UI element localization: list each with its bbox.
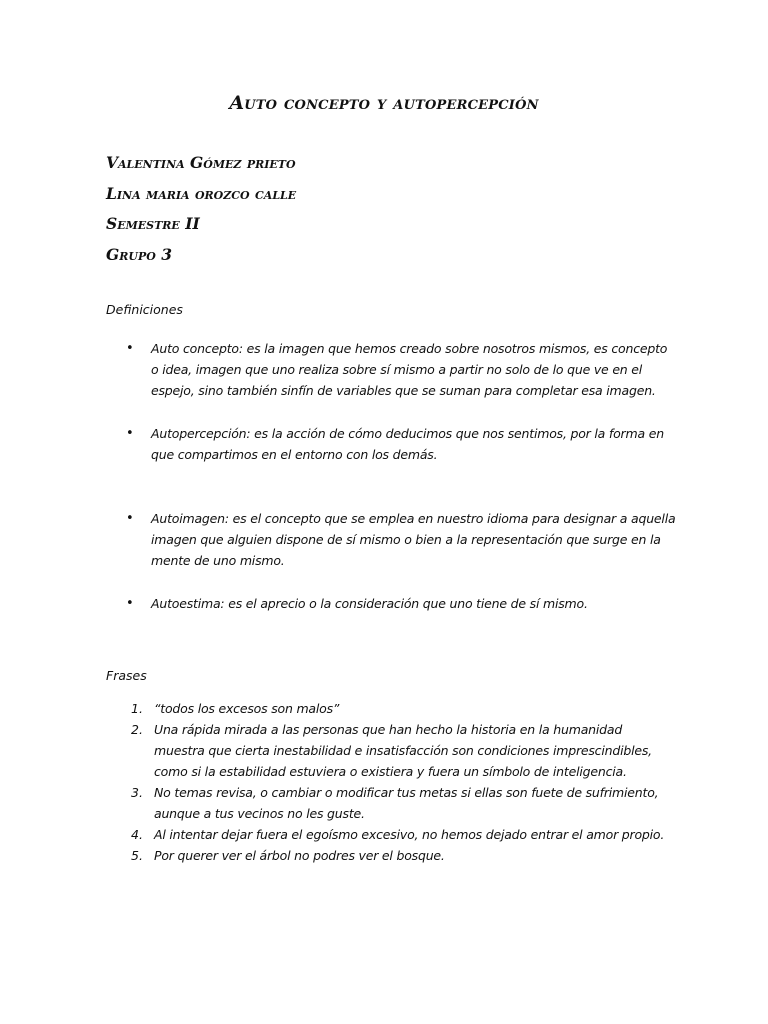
semester-label: Semestre II xyxy=(106,214,200,233)
group-label: Grupo 3 xyxy=(106,244,173,264)
phrase-number: 2. xyxy=(131,722,143,737)
definition-text: Autoimagen: es el concepto que se emplea en nuestro idioma para designar a aquella imagen que alguien dispone de sí mismo o bien a la representación que surge en la mente de uno mismo. xyxy=(151,511,676,568)
phrase-text: “todos los excesos son malos” xyxy=(154,701,340,716)
bullet-icon: • xyxy=(126,596,134,611)
phrase-number: 4. xyxy=(131,827,143,842)
phrase-text: Una rápida mirada a las personas que han hecho la historia en la humanidad muestra que cierta inestabilidad e insatisfacción son condiciones imprescindibles, como si la estabilidad estuviera o existiera y fuera un símbolo de inteligencia. xyxy=(154,722,652,779)
phrase-number: 3. xyxy=(131,785,143,800)
phrase-number: 5. xyxy=(131,848,143,863)
phrase-item xyxy=(106,845,676,866)
phrases-list xyxy=(106,698,676,866)
phrases-heading: Frases xyxy=(106,668,147,683)
definition-item xyxy=(106,508,676,571)
document-title: Auto concepto y autopercepción xyxy=(229,92,539,114)
bullet-icon: • xyxy=(126,426,134,441)
phrase-text: Por querer ver el árbol no podres ver el bosque. xyxy=(154,848,445,863)
author-name-1: Valentina Gómez prieto xyxy=(106,153,296,172)
definition-text: Autopercepción: es la acción de cómo deducimos que nos sentimos, por la forma en que compartimos en el entorno con los demás. xyxy=(151,426,664,462)
phrase-item xyxy=(106,719,676,782)
phrase-item xyxy=(106,824,676,845)
bullet-icon: • xyxy=(126,511,134,526)
definition-item xyxy=(106,338,676,401)
author-block xyxy=(106,152,296,274)
bullet-icon: • xyxy=(126,341,134,356)
phrase-number: 1. xyxy=(131,701,143,716)
phrase-text: No temas revisa, o cambiar o modificar tus metas si ellas son fuete de sufrimiento, aunque a tus vecinos no les guste. xyxy=(154,785,659,821)
definition-item xyxy=(106,593,676,614)
definition-text: Autoestima: es el aprecio o la consideración que uno tiene de sí mismo. xyxy=(151,596,588,611)
definitions-heading: Definiciones xyxy=(106,302,183,317)
phrase-text: Al intentar dejar fuera el egoísmo excesivo, no hemos dejado entrar el amor propio. xyxy=(154,827,665,842)
phrase-item xyxy=(106,698,676,719)
definitions-list xyxy=(106,338,676,614)
phrase-item xyxy=(106,782,676,824)
author-name-2: Lina maria orozco calle xyxy=(106,183,297,203)
definition-item xyxy=(106,423,676,465)
definition-text: Auto concepto: es la imagen que hemos creado sobre nosotros mismos, es concepto o idea, imagen que uno realiza sobre sí mismo a partir no solo de lo que ve en el espejo, sino también sinfín de variables que se suman para completar esa imagen. xyxy=(151,341,668,398)
